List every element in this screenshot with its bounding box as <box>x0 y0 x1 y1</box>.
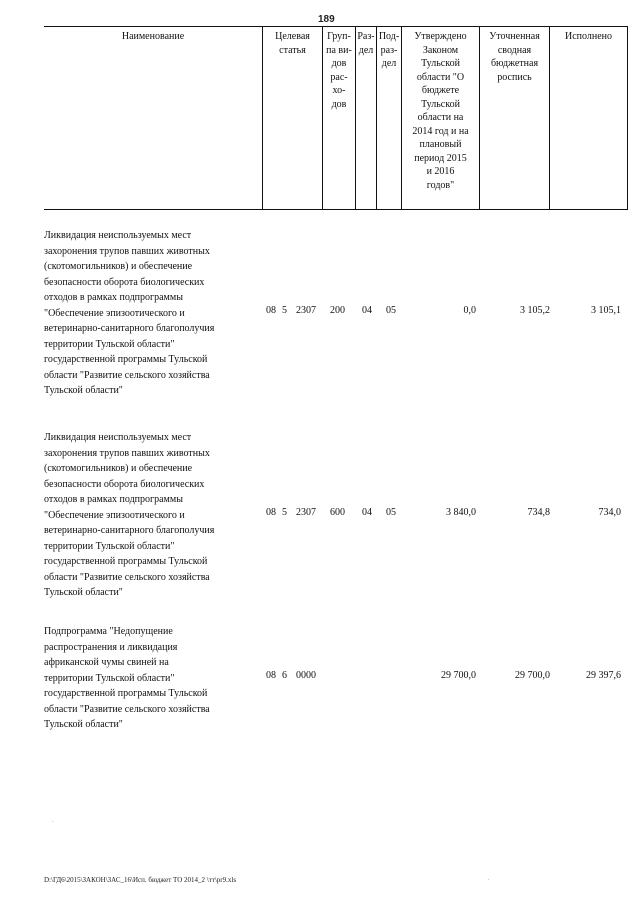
scan-dot: . <box>52 818 54 824</box>
row-group: 200 <box>330 305 345 316</box>
header-approved: Утверждено Законом Тульской области "О бюджете Тульской области на 2014 год и на плановый период 2015 и 2016 годов" <box>401 27 479 209</box>
page-number: 189 <box>318 14 335 25</box>
scan-dot: . <box>488 876 490 882</box>
row-executed: 3 105,1 <box>591 305 621 316</box>
row-code-item: 2307 <box>296 305 316 316</box>
header-executed: Исполнено <box>549 27 628 209</box>
row-code-subprogram: 6 <box>282 670 287 681</box>
row-refined: 29 700,0 <box>515 670 550 681</box>
header-section: Раз- дел <box>355 27 376 209</box>
row-approved: 0,0 <box>463 305 476 316</box>
row-code-item: 2307 <box>296 507 316 518</box>
row-subsection: 05 <box>386 507 396 518</box>
row-name: Подпрограмма "Недопущение распространения и ликвидация африканской чумы свиней на территории Тульской области" государственной программы Тульской области "Развитие сельского хозяйства Тульской области" <box>44 626 210 730</box>
row-section: 04 <box>362 305 372 316</box>
table-row <box>44 228 628 403</box>
row-code-item: 0000 <box>296 670 316 681</box>
row-name: Ликвидация неиспользуемых мест захоронения трупов павших животных (скотомогильников) и обеспечение безопасности оборота биологических отходов в рамках подпрограммы "Обеспечение эпизоотического и ветеринарно-санитарного благополучия территории Тульской области" государственной программы Тульской области "Развитие сельского хозяйства Тульской области" <box>44 230 215 396</box>
row-refined: 3 105,2 <box>520 305 550 316</box>
header-subsection: Под- раз- дел <box>376 27 401 209</box>
header-name: Наименование <box>121 31 185 42</box>
row-code-program: 08 <box>266 670 276 681</box>
row-code-program: 08 <box>266 507 276 518</box>
row-code-program: 08 <box>266 305 276 316</box>
table-header <box>44 26 628 210</box>
table-row <box>44 430 628 605</box>
row-code-subprogram: 5 <box>282 507 287 518</box>
row-name: Ликвидация неиспользуемых мест захоронения трупов павших животных (скотомогильников) и обеспечение безопасности оборота биологических отходов в рамках подпрограммы "Обеспечение эпизоотического и ветеринарно-санитарного благополучия территории Тульской области" государственной программы Тульской области "Развитие сельского хозяйства Тульской области" <box>44 432 215 598</box>
header-refined-budget: Уточненная сводная бюджетная роспись <box>479 27 549 209</box>
row-executed: 734,0 <box>598 507 621 518</box>
footer-file-path: D:\ГД6\2015\ЗАКОН\ЗАС_16\Исп. бюджет ТО 2014_2 \тт\pr9.xls <box>44 876 237 884</box>
row-approved: 3 840,0 <box>446 507 476 518</box>
row-refined: 734,8 <box>527 507 550 518</box>
header-target-article: Целевая статья <box>262 27 322 209</box>
row-section: 04 <box>362 507 372 518</box>
row-executed: 29 397,6 <box>586 670 621 681</box>
header-expense-group: Груп- па ви- дов рас- хо- дов <box>322 27 355 209</box>
row-code-subprogram: 5 <box>282 305 287 316</box>
table-row <box>44 624 628 736</box>
row-approved: 29 700,0 <box>441 670 476 681</box>
row-subsection: 05 <box>386 305 396 316</box>
row-group: 600 <box>330 507 345 518</box>
